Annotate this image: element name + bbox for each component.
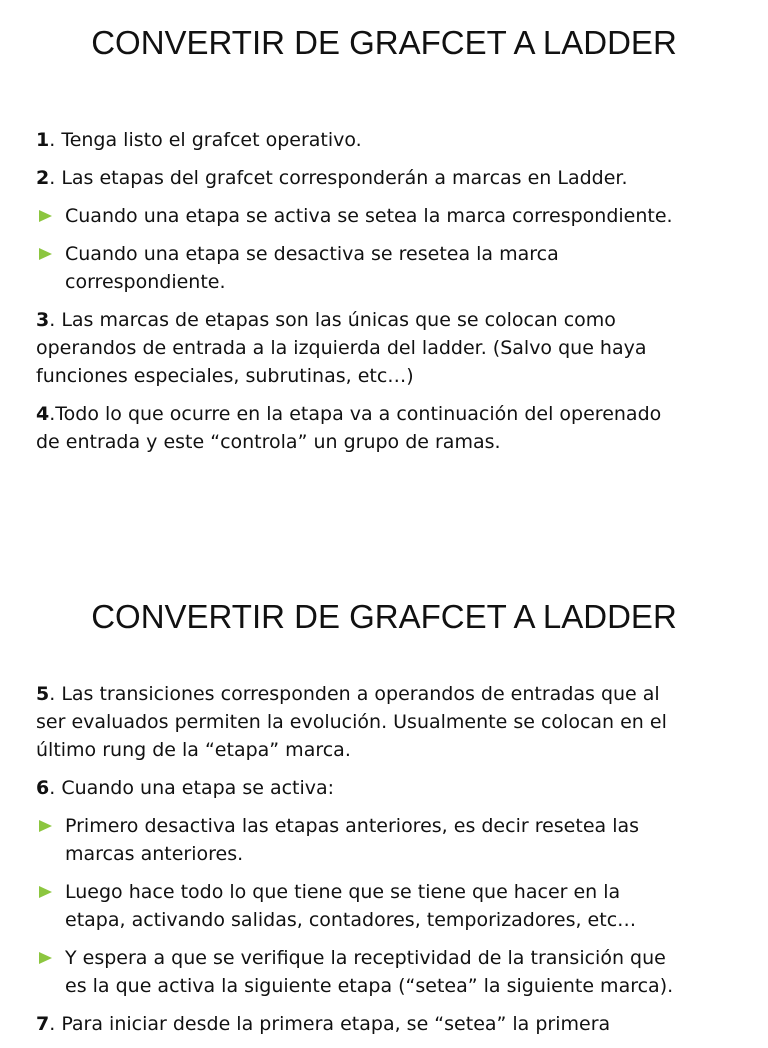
numbered-item-7	[36, 1010, 741, 1038]
item-text-line-2: de entrada y este “controla” un grupo de ramas.	[36, 431, 501, 453]
item-text-line-3: último rung de la “etapa” marca.	[36, 739, 351, 761]
item-text-line-2: es la que activa la siguiente etapa (“setea” la siguiente marca).	[65, 975, 674, 997]
item-text-line-1: . Las transiciones corresponden a operandos de entradas que al	[49, 683, 660, 705]
numbered-item-2	[36, 164, 741, 192]
item-number: 3	[36, 309, 50, 331]
item-text-line-2: operandos de entrada a la izquierda del ladder. (Salvo que haya	[36, 337, 647, 359]
item-text-line-1: Luego hace todo lo que tiene que se tiene que hacer en la	[65, 881, 621, 903]
bullet-item-luego	[36, 878, 741, 934]
item-text-line-1: Cuando una etapa se desactiva se resetea la marca	[65, 243, 559, 265]
bullet-item-activa	[36, 202, 741, 230]
item-text: . Cuando una etapa se activa:	[49, 777, 335, 799]
triangle-right-icon	[39, 210, 52, 222]
numbered-item-1	[36, 126, 741, 154]
numbered-item-3	[36, 306, 741, 390]
item-text: . Tenga listo el grafcet operativo.	[49, 129, 362, 151]
item-text-line-1: . Las marcas de etapas son las únicas que se colocan como	[49, 309, 616, 331]
numbered-item-5	[36, 680, 741, 764]
item-text-line-2: ser evaluados permiten la evolución. Usualmente se colocan en el	[36, 711, 667, 733]
item-number: 7	[36, 1013, 50, 1035]
item-text: . Para iniciar desde la primera etapa, se “setea” la primera	[49, 1013, 611, 1035]
slide-title: CONVERTIR DE GRAFCET A LADDER	[91, 24, 677, 61]
slide-content	[36, 126, 741, 466]
item-number: 1	[36, 129, 50, 151]
item-text-line-3: funciones especiales, subrutinas, etc…)	[36, 365, 414, 387]
triangle-right-icon	[39, 820, 52, 832]
item-number: 2	[36, 167, 50, 189]
item-text-line-2: correspondiente.	[65, 271, 226, 293]
bullet-item-primero	[36, 812, 741, 868]
item-text-line-2: marcas anteriores.	[65, 843, 244, 865]
item-number: 4	[36, 403, 50, 425]
item-text-line-1: Primero desactiva las etapas anteriores, es decir resetea las	[65, 815, 640, 837]
slide-2	[0, 576, 768, 1035]
item-text: Cuando una etapa se activa se setea la marca correspondiente.	[65, 205, 673, 227]
bullet-item-desactiva	[36, 240, 741, 296]
item-text-line-1: Y espera a que se verifique la receptividad de la transición que	[65, 947, 666, 969]
slide-title: CONVERTIR DE GRAFCET A LADDER	[91, 598, 677, 635]
item-number: 6	[36, 777, 50, 799]
item-text-line-2: etapa, activando salidas, contadores, temporizadores, etc…	[65, 909, 637, 931]
item-text-line-1: .Todo lo que ocurre en la etapa va a continuación del operenado	[49, 403, 662, 425]
bullet-item-espera	[36, 944, 741, 1000]
triangle-right-icon	[39, 952, 52, 964]
numbered-item-6	[36, 774, 741, 802]
item-number: 5	[36, 683, 50, 705]
triangle-right-icon	[39, 248, 52, 260]
item-text: . Las etapas del grafcet corresponderán a marcas en Ladder.	[49, 167, 628, 189]
slide-content	[36, 680, 741, 1048]
numbered-item-4	[36, 400, 741, 456]
triangle-right-icon	[39, 886, 52, 898]
